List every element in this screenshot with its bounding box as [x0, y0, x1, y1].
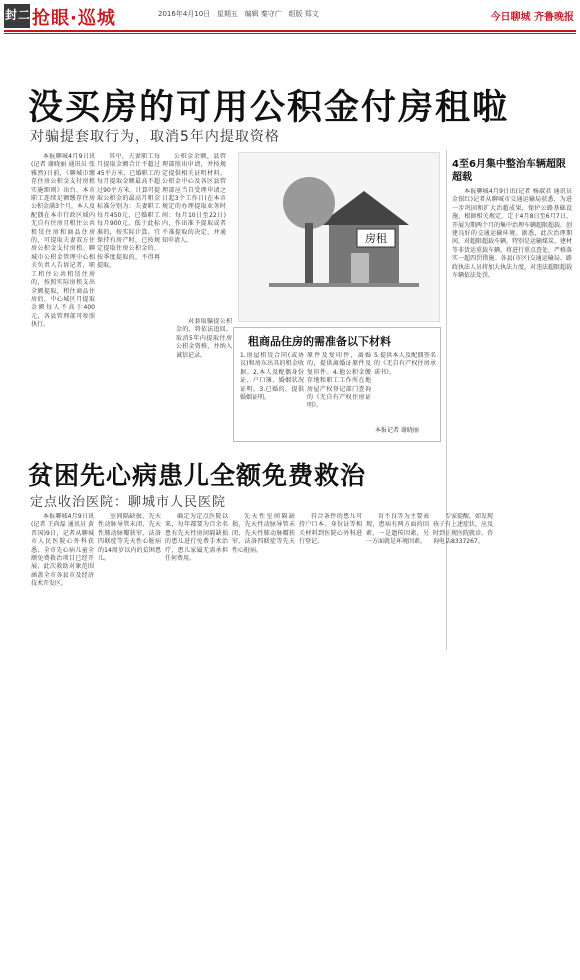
- article1-text-3: 公积金余额，县管理部照出申请，并按规定提供相关证明材料。公积金中心及各区县管理部应当自受理申请之日起3个工作日(在本市规定的办理提取业务时间：每月10日至22日)内，作出准予提取或者不准提取的决定，并通知申请人。: [162, 153, 226, 245]
- issue-date: 2016年4月10日: [158, 10, 211, 18]
- article2-subhead: 定点收治医院：聊城市人民医院: [30, 495, 227, 510]
- tree-crown-shape: [283, 177, 335, 229]
- article2-text-3: 确定为定点医院以来，每年都要为百余名患有先天性房间隔缺损的患儿进行免费手术治疗，患儿家属无需承担任何费用。: [165, 513, 228, 563]
- article2-column-2: [98, 513, 161, 623]
- article1-column-1: [31, 153, 95, 440]
- issue-editor: 编辑 秦守广: [244, 10, 282, 18]
- article2-column-5: [299, 513, 362, 623]
- sidebar-text: 本报聊城4月9日讯(记者 杨淑君 通讯员 金银红)记者从聊城市交通运输局获悉，为进一步巩固和扩大治超成果，保护公路基础设施，根据相关规定，定于4月8日至6月7日，开展为期两个月的集中治理车辆超限超载、创建良好的交通运输环境。据悉，此次治理期间，对超限超载车辆，特别是运输煤炭、建材等非货运重载车辆，将进行重点查处，严格落实一超四罚措施。各县(市区)交通运输局、路政执法人员将加大执法力度，对违法超限超载车辆依法处罚。: [452, 188, 572, 280]
- article1-column-4: [176, 318, 232, 440]
- article2-text-5: 符合条件的患儿可持户口本、身份证等相关材料到医院心外科进行登记。: [299, 513, 362, 546]
- materials-box-title: 租商品住房的需准备以下材料: [248, 335, 391, 348]
- article1-text-1: 本报聊城4月9日讯(记者 谢晓丽 通讯员 张雅然)日前，《聊城市缴存住房公积金支付房租实施细则》出台，本市职工连续足额缴存住房公积金满3个月，本人及配偶在本市行政区域内无自有住房且租住公共租赁住房和商品住房的，可提取夫妻双方住房公积金支付房租。聊城市公积金管理中心相关负责人告诉记者，职工租住公共租赁住房的，按照实际房租支出全额提取，租住商品住房的，中心城区月提取金额每人不高于400元，各县管理部可参照执行。: [31, 153, 95, 329]
- article1-column-3: [162, 153, 226, 313]
- issue-weekday: 星期五: [216, 10, 238, 18]
- materials-byline: 本报记者 谢晓丽: [375, 427, 419, 434]
- issue-proof: 组版 郑文: [288, 10, 319, 18]
- house-rent-illustration: [238, 152, 440, 322]
- materials-text-3: 5.提供本人及配偶签名的《无自有产权住房承诺书》。: [374, 352, 436, 376]
- article2-column-7: [433, 513, 493, 623]
- article2-text-7: 专家提醒，如发现孩子有上述症状，应及时到正规医院就诊。咨询电话8337267。: [433, 513, 493, 546]
- article1-column-2: [97, 153, 160, 440]
- article1-subhead: 对骗提套取行为，取消5年内提取资格: [30, 129, 280, 145]
- header-rule: [4, 30, 576, 32]
- materials-text-2: 原件及复印件，离婚的，提供离婚证原件及复印件。4.他公积金缴存地和职工工作所在地房屋产权登记部门查询的《无自有产权住房证明》。: [307, 352, 371, 410]
- house-illustration-svg: [239, 153, 439, 321]
- article2-text-2: 室间隔缺损、先天性动脉导管未闭、先天性肺动脉瓣狭窄、法洛四联症等先天性心脏病的14周岁以内的贫困患儿。: [98, 513, 161, 563]
- article2-column-1: [31, 513, 94, 623]
- issue-info: [158, 9, 319, 19]
- materials-column-3: [374, 352, 436, 422]
- article2-column-3: [165, 513, 228, 623]
- article1-text-2: 其中，夫妻职工每月提取金额合计不超过45平方米，已婚职工的每月提取金额最高不超过90平方米。计算可提取公积金的最高月租金标准分别为：夫妻职工每月450元，已婚职工每月900元。低于此标准的，按实际计算。宜保持有房产时，已按规定提取住房公积金的，按季度提取的，不得再提取。: [97, 153, 160, 270]
- article2-text-4: 先天性室间隔缺损、先天性动脉导管未闭、先天性肺动脉瓣狭窄、法洛四联症等先天性心脏病。: [232, 513, 295, 554]
- page-number: 封二: [5, 8, 32, 22]
- article2-headline: 贫困先心病患儿全额免费救治: [28, 461, 367, 490]
- article2-column-6: [366, 513, 429, 623]
- article1-headline: 没买房的可用公积金付房租啦: [28, 88, 510, 128]
- materials-column-2: [307, 352, 371, 437]
- house-door-shape: [351, 253, 369, 283]
- article2-column-4: [232, 513, 295, 623]
- sidebar-headline: 4至6月集中整治车辆超限超载: [452, 159, 566, 183]
- rent-sign-label: 房租: [365, 232, 387, 245]
- tree-trunk-shape: [305, 223, 313, 283]
- header-rule-thin: [4, 33, 576, 34]
- ground-line: [269, 283, 419, 287]
- materials-text-1: 1.房屋租赁合同(或协议)和房东出具的租金收据。2.本人及配偶身份证、户口簿、婚姻状况证明。3.已婚的，提供婚姻证明。: [240, 352, 304, 402]
- article1-text-4: 对套取骗提公积金的，将依法追回，取消5年内提取住房公积金资格，并纳入诚信记录。: [176, 318, 232, 359]
- materials-column-1: [240, 352, 304, 437]
- article2-text-1: 本报聊城4月9日讯(记者 王尚磊 通讯员 黄晋国)9日，记者从聊城市人民医院心外科获悉，全市先心病儿童全额免费救治项目已经开展，此次救助对象范围涵盖全市各县市及经济技术开发区。: [31, 513, 94, 588]
- column-name: 抢眼·巡城: [32, 8, 116, 29]
- article2-text-6: 育不良等为主要表现，患病有两方面的因素，一是遗传因素，另一方面就是环境因素。: [366, 513, 429, 546]
- newspaper-brand: 今日聊城 齐鲁晚报: [490, 12, 574, 23]
